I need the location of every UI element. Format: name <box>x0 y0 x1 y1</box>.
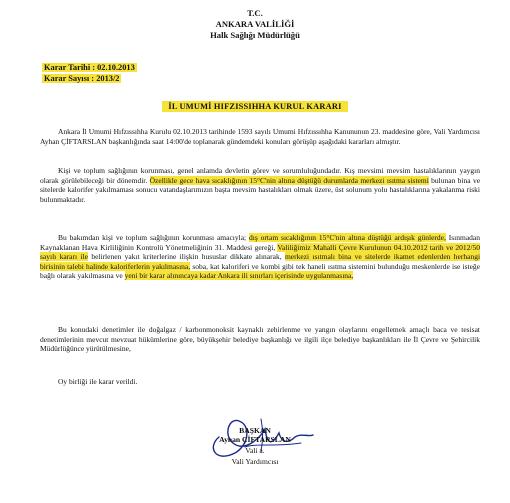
highlight-temperature-rule: Özellikle gece hava sıcaklığının 15°C'nin altına düştüğü durumlarda merkezi ısıtma sistemi <box>149 175 429 185</box>
signature-name: Ayhan ÇİFTARSLAN <box>219 435 291 444</box>
header-governorship: ANKARA VALİLİĞİ <box>215 19 295 29</box>
highlight-consecutive-days: dış ortam sıcaklığının 15°C'nin altına düştüğü ardışık günlerde, <box>249 233 446 242</box>
signature-role: BAŞKAN <box>239 426 271 435</box>
paragraph-1: Ankara İl Umumi Hıfzıssıhha Kurulu 02.10.2013 tarihinde 1593 sayılı Umumi Hıfzıssıhha Kanununun 23. maddesine göre, Vali Yardımcısı Ayhan ÇİFTARSLAN başkanlığında saat 14:00'de toplanarak gündemdeki konuları görüşüp aşağıdaki kararları almıştır. <box>40 127 480 146</box>
highlight-until-new-decision: yeni bir karar alınıncaya kadar Ankara ili sınırları içerisinde uygulanmasına, <box>124 271 354 281</box>
paragraph-4: Bu konudaki denetimler ile doğalgaz / karbonmonoksit kaynaklı zehirlenme ve yangın olaylarını engellemek amaçlı baca ve tesisat denetimlerinin mevcut mevzuat hükümlerine göre, büyükşehir belediye başkanlığı ve ilgili ilçe belediye başkanlıkları ile İl Çevre ve Şehircilik Müdürlüğünce yürütülmesine, <box>40 325 480 354</box>
paragraph-5: Oy birliği ile karar verildi. <box>58 377 138 386</box>
header-directorate: Halk Sağlığı Müdürlüğü <box>210 30 300 40</box>
paragraph-3: Bu bakımdan kişi ve toplum sağlığının korunması amacıyla; dış ortam sıcaklığının 15°C'nin altına düştüğü ardışık günlerde, Isınmadan Kaynaklanan Hava Kirliliğinin Kontrolü Yönetmeliğinin 31. Maddesi gereği, Valiliğimiz Mahalli Çevre Kurulunun 04.10.2012 tarih ve 2012/50 sayılı kararı ile belirlenen yakıt kriterlerine ilişkin hususlar dikkate alınarak, merkezi ısıtmalı bina ve sitelerde ikamet edenlerden herhangi birisinin talebi halinde kaloriferlerin yakılmasına, soba, kat kaloriferi ve kombi gibi tek haneli ısıtma sistemini bulunduğu meskenlerde ise isteğe bağlı olarak yakılmasına ve yeni bir karar alınıncaya kadar Ankara ili sınırları içerisinde uygulanmasına, <box>40 233 481 281</box>
signature-title: Vali Yardımcısı <box>231 457 279 466</box>
signature-vali-a: Vali a. <box>245 446 265 455</box>
highlight-council-decision: Valiliğimiz Mahalli Çevre Kurulunun 04.10.2012 tarih ve 2012/50 sayılı kararı ile <box>40 242 480 262</box>
decision-date: Karar Tarihi : 02.10.2013 <box>44 63 135 72</box>
paragraph-2: Kişi ve toplum sağlığının korunması, genel anlamda devletin görev ve sorumluluğundadır. Kış mevsimi mevsim hastalıklarının yaygın olarak görülebileceği bir dönemdir. Özellikle gece hava sıcaklığının 15°C'nin altına düştüğü durumlarda merkezi ısıtma sistemi bulunan bina ve sitelerde kalorifer yakılmaması sonucu vatandaşlarımızın başta mevsim hastalıkları olmak üzere, üst solunum yolu hastalıklarına yakalanma riski bulunmaktadır. <box>40 166 481 204</box>
highlight-central-heating: merkezi ısıtmalı bina ve sitelerde ikamet edenlerden herhangi birisinin talebi halinde kaloriferlerin yakılmasına, <box>40 252 481 271</box>
decision-number: Karar Sayısı : 2013/2 <box>44 74 120 83</box>
header-tc: T.C. <box>247 8 263 18</box>
document-title: İL UMUMİ HIFZISSIHHA KURUL KARARI <box>0 102 510 111</box>
